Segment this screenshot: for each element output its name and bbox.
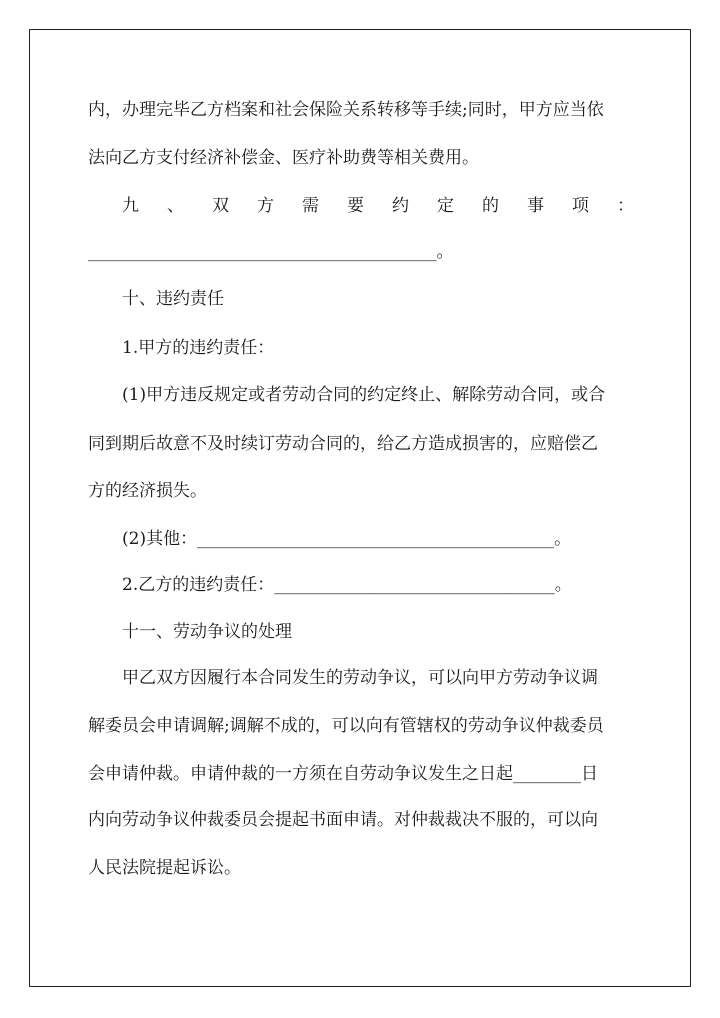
heading-char: 方 [257,196,274,216]
fill-in-blank-line: _________________________________________。 [88,242,454,262]
paragraph-line: 会申请仲裁。申请仲裁的一方须在自劳动争议发生之日起________日 [88,764,598,784]
heading-char: 约 [392,196,409,216]
heading-char: 项 [572,196,589,216]
subsection-heading: 1.甲方的违约责任： [122,338,275,358]
paragraph-line: (1)甲方违反规定或者劳动合同的约定终止、解除劳动合同，或合 [122,385,606,405]
heading-char: 双 [212,196,229,216]
heading-char: 事 [527,196,544,216]
paragraph-line: 甲乙双方因履行本合同发生的劳动争议，可以向甲方劳动争议调 [122,668,598,688]
heading-char: 、 [167,196,184,216]
paragraph-line: 同到期后故意不及时续订劳动合同的，给乙方造成损害的，应赔偿乙 [88,434,598,454]
paragraph-line: 人民法院提起诉讼。 [88,858,241,878]
paragraph-line: 方的经济损失。 [88,481,207,501]
heading-char: 需 [302,196,319,216]
heading-char: 要 [347,196,364,216]
heading-char: 的 [482,196,499,216]
heading-char: ： [617,196,634,216]
paragraph-line: 解委员会申请调解;调解不成的，可以向有管辖权的劳动争议仲裁委员 [88,716,604,736]
heading-char: 九 [122,196,139,216]
paragraph-line: 内向劳动争议仲裁委员会提起书面申请。对仲裁裁决不服的，可以向 [88,810,598,830]
section-heading: 十一、劳动争议的处理 [122,622,292,642]
paragraph-line: (2)其他：__________________________________________。 [122,529,572,549]
section-heading: 十、违约责任 [122,289,224,309]
paragraph-line: 内，办理完毕乙方档案和社会保险关系转移等手续;同时，甲方应当依 [88,100,604,120]
paragraph-line: 2.乙方的违约责任：_________________________________。 [122,575,572,595]
section-nine-heading [122,195,634,217]
paragraph-line: 法向乙方支付经济补偿金、医疗补助费等相关费用。 [88,148,479,168]
heading-char: 定 [437,196,454,216]
page-border [29,29,691,987]
